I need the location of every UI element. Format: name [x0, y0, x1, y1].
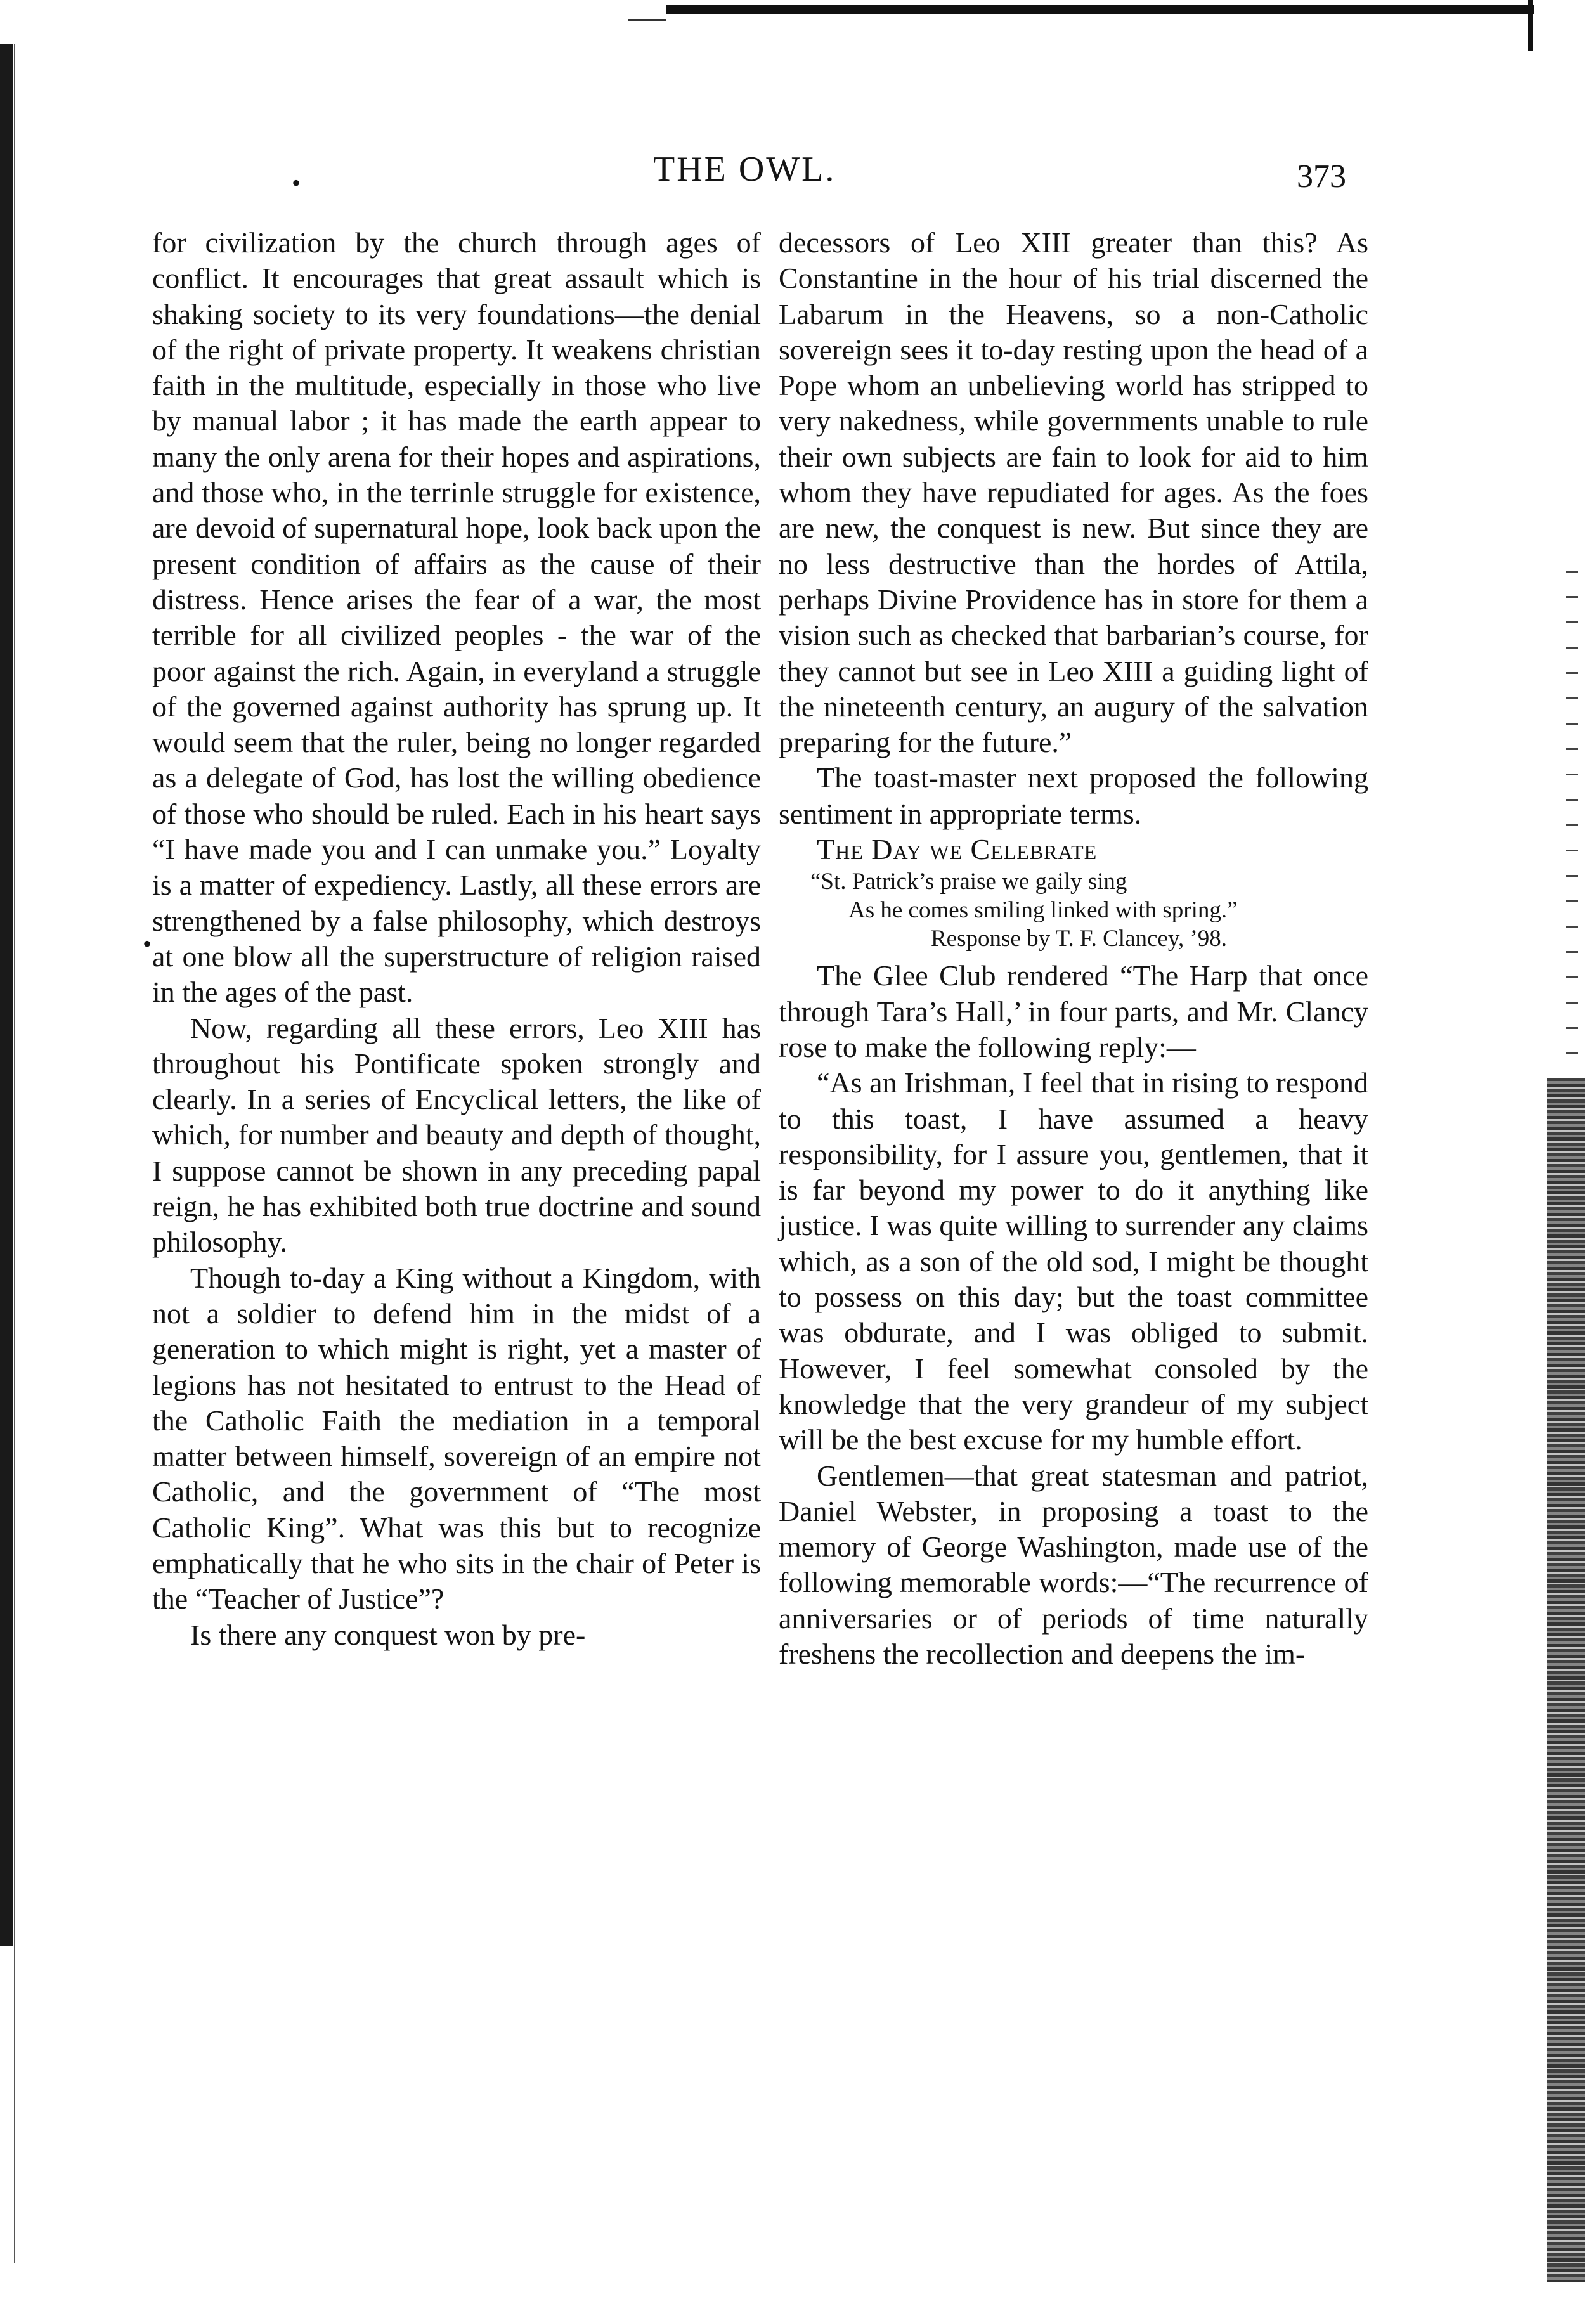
top-rule-accent — [628, 19, 666, 21]
page-edge-specks — [1566, 571, 1578, 1078]
right-paragraph-1: decessors of Leo XIII greater than this? As Constantine in the hour of his trial discerned the Labarum in the Heavens, so a non-Catholic sovereign sees it to-day resting upon the head of a Pope whom an unbelieving world has stripped to very nakedness, while governments unable to rule their own subjects are fain to look for aid to him whom they have repudiated for ages. As the foes are new, the conquest is new. But since they are no less destructive than the hordes of Attila, perhaps Divine Providence has in store for them a vision such as checked that barbarian’s course, for they cannot but see in Leo XIII a guiding light of the nineteenth century, an augury of the salvation preparing for the future.” — [779, 226, 1368, 759]
page-edge-scan-artifact — [1547, 1078, 1585, 2282]
left-paragraph-3: Though to-day a King without a Kingdom, with not a soldier to defend him in the midst of a generation to which might is right, yet a master of legions has not hesitated to entrust to the Head of the Catholic Faith the mediation in a temporal matter between himself, sovereign of an empire not Catholic, and the government of “The most Catholic King”. What was this but to recognize emphatically that he who sits in the chair of Peter is the “Teacher of Justice”? — [152, 1261, 761, 1615]
toast-heading: The Day we Celebrate — [817, 833, 1098, 866]
binding-edge-line — [14, 44, 15, 2263]
header-dot: • — [292, 169, 301, 197]
right-paragraph-2: The toast-master next proposed the following sentiment in appropriate terms. — [779, 761, 1368, 830]
left-column — [152, 225, 761, 1653]
left-paragraph-4: Is there any conquest won by pre- — [190, 1618, 586, 1651]
right-paragraph-5: Gentlemen—that great statesman and patriot, Daniel Webster, in proposing a toast to the memory of George Washington, made use of the following memorable words:—“The recurrence of anniversaries or of periods of time naturally freshens the recollection and deepens the im- — [779, 1459, 1368, 1670]
left-paragraph-2: Now, regarding all these errors, Leo XIII has throughout his Pontificate spoken strongly and clearly. In a series of Encyclical letters, the like of which, for number and beauty and depth of thought, I suppose cannot be shown in any preceding papal reign, he has exhibited both true doctrine and sound philosophy. — [152, 1011, 761, 1259]
verse-line-1: “St. Patrick’s praise we gaily sing — [810, 869, 1127, 895]
binding-edge-shadow — [0, 44, 13, 1946]
verse-line-2: As he comes smiling linked with spring.” — [848, 897, 1238, 924]
right-column — [779, 225, 1368, 1672]
page-number: 373 — [1297, 159, 1346, 195]
running-title: THE OWL. — [653, 150, 836, 189]
top-rule — [666, 5, 1534, 14]
right-paragraph-3: The Glee Club rendered “The Harp that once through Tara’s Hall,’ in four parts, and Mr. Clancy rose to make the following reply:— — [779, 959, 1368, 1063]
top-rule-end — [1528, 0, 1533, 51]
right-paragraph-4: “As an Irishman, I feel that in rising to respond to this toast, I have assumed a heavy responsibility, for I assure you, gentlemen, that it is far beyond my power to do it anything like justice. I was quite willing to surrender any claims which, as a son of the old sod, I might be thought to possess on this day; but the toast committee was obdurate, and I was obliged to submit. However, I feel somewhat consoled by the knowledge that the very grandeur of my subject will be the best excuse for my humble effort. — [779, 1066, 1368, 1456]
page-header — [0, 149, 1596, 200]
left-paragraph-1: for civilization by the church through ages of conflict. It encourages that great assault which is shaking society to its very foundations—the denial of the right of private property. It weakens christian faith in the multitude, especially in those who live by manual labor ; it has made the earth appear to many the only arena for their hopes and aspirations, and those who, in the terrinle struggle for existence, are devoid of supernatural hope, look back upon the present condition of affairs as the cause of their distress. Hence arises the fear of a war, the most terrible for all civilized peoples - the war of the poor against the rich. Again, in everyland a struggle of the governed against authority has sprung up. It would seem that the ruler, being no longer regarded as a delegate of God, has lost the willing obedience of those who should be ruled. Each in his heart says “I have made you and I can unmake you.” Loyalty is a matter of expediency. Lastly, all these errors are strengthened by a false philosophy, which destroys at one blow all the superstructure of religion raised in the ages of the past. — [152, 226, 761, 1009]
response-attribution: Response by T. F. Clancey, ’98. — [931, 926, 1228, 952]
margin-bullet: • — [143, 929, 152, 958]
